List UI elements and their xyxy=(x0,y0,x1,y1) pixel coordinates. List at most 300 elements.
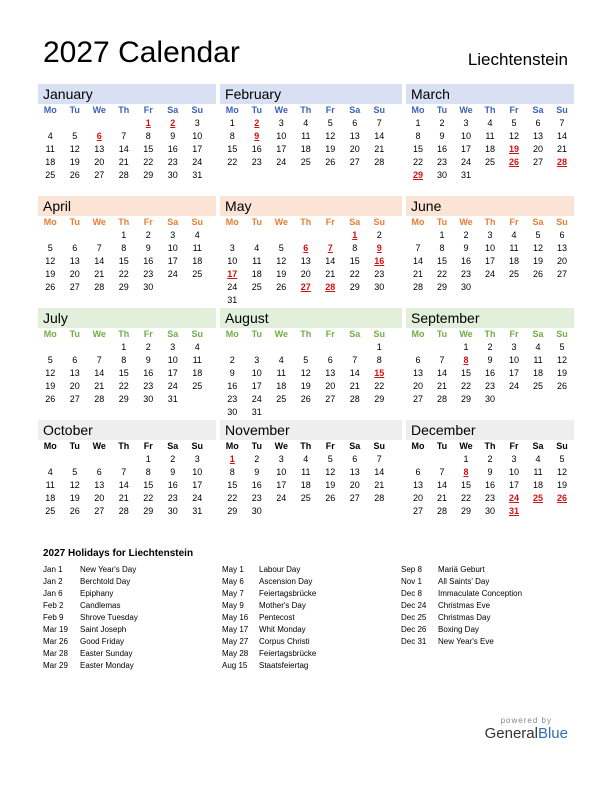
day-cell: 27 xyxy=(349,157,360,167)
holiday-date: May 7 xyxy=(222,589,244,598)
day-cell xyxy=(294,505,319,518)
day-cell: 5 xyxy=(72,467,78,477)
day-cell xyxy=(502,169,526,182)
day-cell: 1 xyxy=(121,230,127,240)
weekday-label: We xyxy=(274,329,288,339)
weekday-label: We xyxy=(92,105,106,115)
weekday-label: Th xyxy=(484,217,496,227)
weekday-label: Sa xyxy=(167,105,179,115)
day-cell: 8 xyxy=(352,243,358,253)
day-cell: 4 xyxy=(303,118,309,128)
day-cell xyxy=(502,393,526,406)
holiday-item xyxy=(401,564,522,576)
month-name: October xyxy=(38,420,216,440)
day-cell: 16 xyxy=(484,480,495,490)
day-cell: 25 xyxy=(300,157,311,167)
day-cell: 1 xyxy=(415,118,421,128)
weekday-header xyxy=(406,328,574,341)
day-cell: 13 xyxy=(300,256,311,266)
day-cell: 28 xyxy=(118,170,129,180)
day-cell: 11 xyxy=(276,368,286,378)
day-cell: 14 xyxy=(436,368,447,378)
day-cell xyxy=(38,453,63,466)
day-cell: 29 xyxy=(143,170,154,180)
day-cell: 16 xyxy=(436,144,447,154)
day-cell: 6 xyxy=(415,355,421,365)
day-cell: 16 xyxy=(251,144,262,154)
weekday-label: Mo xyxy=(411,441,425,451)
day-cell: 3 xyxy=(170,230,176,240)
day-cell: 17 xyxy=(167,256,178,266)
day-cell xyxy=(63,229,88,242)
day-cell: 5 xyxy=(47,355,53,365)
holiday-date: Dec 24 xyxy=(401,601,427,610)
holiday-name: Feiertagsbrücke xyxy=(259,649,317,658)
day-cell: 24 xyxy=(192,157,203,167)
day-cell: 8 xyxy=(145,467,151,477)
brand-logo[interactable] xyxy=(485,716,568,742)
weekday-label: Sa xyxy=(532,329,544,339)
day-cell: 4 xyxy=(194,342,200,352)
day-cell: 18 xyxy=(300,144,311,154)
day-cell xyxy=(478,169,502,182)
day-cell: 15 xyxy=(412,144,423,154)
day-cell: 23 xyxy=(251,493,262,503)
day-cell: 5 xyxy=(278,243,284,253)
week-row xyxy=(406,130,574,143)
day-cell: 27 xyxy=(94,170,105,180)
month-february xyxy=(216,84,402,196)
holiday-day: 27 xyxy=(300,282,311,292)
holiday-day: 1 xyxy=(229,454,235,464)
month-august xyxy=(216,308,402,420)
week-row xyxy=(220,255,402,268)
weekday-label: Su xyxy=(556,217,568,227)
day-cell xyxy=(269,294,294,307)
day-cell: 9 xyxy=(254,467,260,477)
weekday-label: Su xyxy=(373,217,386,227)
day-cell: 16 xyxy=(251,480,262,490)
day-cell: 24 xyxy=(508,381,519,391)
day-cell: 20 xyxy=(349,144,360,154)
month-april xyxy=(38,196,216,308)
day-cell: 13 xyxy=(556,243,567,253)
day-cell: 11 xyxy=(45,480,55,490)
day-cell xyxy=(38,117,63,130)
day-cell: 21 xyxy=(374,480,385,490)
holiday-name: Easter Monday xyxy=(80,661,134,670)
holiday-name: Whit Monday xyxy=(259,625,306,634)
day-cell: 15 xyxy=(460,368,471,378)
month-name: September xyxy=(406,308,574,328)
day-cell: 16 xyxy=(143,256,154,266)
weekday-label: We xyxy=(459,105,473,115)
holiday-day: 15 xyxy=(374,368,385,378)
day-cell xyxy=(406,453,430,466)
day-cell: 5 xyxy=(511,118,517,128)
day-cell: 30 xyxy=(143,282,154,292)
holiday-name: New Year's Day xyxy=(80,565,137,574)
weekday-label: Sa xyxy=(349,217,361,227)
weekday-label: Sa xyxy=(349,441,361,451)
weekday-label: Fr xyxy=(509,105,519,115)
day-cell xyxy=(430,341,454,354)
week-row xyxy=(38,492,216,505)
holiday-day: 7 xyxy=(327,243,333,253)
day-cell: 14 xyxy=(94,368,105,378)
day-cell xyxy=(367,294,392,307)
month-name: August xyxy=(220,308,402,328)
day-cell: 26 xyxy=(325,493,336,503)
day-cell xyxy=(245,341,270,354)
weekday-label: Th xyxy=(118,217,130,227)
day-cell xyxy=(245,229,270,242)
calendar-grid xyxy=(38,84,574,532)
weekday-label: Mo xyxy=(43,441,57,451)
day-cell: 21 xyxy=(436,381,447,391)
country-label: Liechtenstein xyxy=(467,50,568,69)
day-cell: 10 xyxy=(227,256,238,266)
holiday-date: Mar 19 xyxy=(43,625,68,634)
day-cell: 29 xyxy=(436,282,447,292)
day-cell: 15 xyxy=(460,480,471,490)
holiday-name: Immaculate Conception xyxy=(438,589,523,598)
day-cell: 2 xyxy=(439,118,445,128)
weekday-label: Su xyxy=(191,217,203,227)
day-cell: 2 xyxy=(145,342,151,352)
day-cell: 28 xyxy=(349,394,360,404)
day-cell: 21 xyxy=(325,269,336,279)
week-row xyxy=(220,466,402,479)
day-cell xyxy=(294,341,319,354)
weekday-label: Th xyxy=(484,329,496,339)
day-cell xyxy=(87,229,112,242)
day-cell xyxy=(185,393,210,406)
day-cell: 19 xyxy=(45,269,56,279)
holiday-name: Christmas Eve xyxy=(438,601,491,610)
day-cell: 28 xyxy=(412,282,423,292)
day-cell xyxy=(63,453,88,466)
weekday-label: We xyxy=(274,105,288,115)
day-cell: 30 xyxy=(167,506,178,516)
weekday-label: Mo xyxy=(43,329,57,339)
day-cell: 11 xyxy=(533,467,543,477)
weekday-label: Sa xyxy=(167,441,179,451)
week-row xyxy=(38,367,216,380)
holiday-item xyxy=(222,660,316,672)
day-cell: 2 xyxy=(145,230,151,240)
holiday-date: Feb 9 xyxy=(43,613,64,622)
day-cell: 1 xyxy=(229,118,235,128)
holiday-day: 2 xyxy=(170,118,176,128)
day-cell: 13 xyxy=(412,480,423,490)
weekday-label: We xyxy=(459,217,473,227)
day-cell: 2 xyxy=(376,230,382,240)
day-cell: 24 xyxy=(192,493,203,503)
day-cell: 14 xyxy=(118,144,129,154)
day-cell: 25 xyxy=(276,394,287,404)
weekday-label: Mo xyxy=(411,329,425,339)
week-row xyxy=(38,169,216,182)
weekday-label: Tu xyxy=(436,329,448,339)
day-cell: 30 xyxy=(251,506,262,516)
brand-blue: Blue xyxy=(537,725,568,742)
week-row xyxy=(406,354,574,367)
day-cell: 2 xyxy=(487,454,493,464)
day-cell: 10 xyxy=(276,467,287,477)
holiday-date: Aug 15 xyxy=(222,661,248,670)
day-cell: 14 xyxy=(325,256,336,266)
day-cell: 25 xyxy=(484,157,495,167)
week-row xyxy=(406,255,574,268)
day-cell: 17 xyxy=(276,480,287,490)
holiday-date: Jan 6 xyxy=(43,589,63,598)
day-cell: 3 xyxy=(229,243,235,253)
day-cell: 26 xyxy=(69,170,80,180)
week-row xyxy=(38,242,216,255)
day-cell: 9 xyxy=(463,243,469,253)
day-cell: 11 xyxy=(192,243,202,253)
day-cell: 15 xyxy=(349,256,360,266)
day-cell xyxy=(550,169,574,182)
day-cell: 17 xyxy=(484,256,495,266)
day-cell: 10 xyxy=(192,131,203,141)
day-cell: 8 xyxy=(121,355,127,365)
day-cell: 13 xyxy=(69,256,80,266)
weekday-label: Tu xyxy=(436,217,448,227)
day-cell xyxy=(87,117,112,130)
day-cell: 4 xyxy=(535,342,541,352)
day-cell: 22 xyxy=(460,493,471,503)
month-name: February xyxy=(220,84,402,104)
day-cell: 30 xyxy=(460,282,471,292)
day-cell: 7 xyxy=(121,467,127,477)
day-cell: 16 xyxy=(143,368,154,378)
holiday-day: 1 xyxy=(352,230,358,240)
day-cell: 9 xyxy=(145,355,151,365)
day-cell: 5 xyxy=(47,243,53,253)
brand-general: General xyxy=(484,725,538,742)
holiday-item xyxy=(43,588,138,600)
day-cell: 20 xyxy=(532,144,543,154)
week-row xyxy=(220,406,402,419)
day-cell: 28 xyxy=(94,394,105,404)
month-name: November xyxy=(220,420,402,440)
day-cell: 23 xyxy=(484,381,495,391)
day-cell: 18 xyxy=(192,368,203,378)
day-cell: 19 xyxy=(276,269,287,279)
day-cell: 7 xyxy=(352,355,358,365)
holiday-item xyxy=(43,660,138,672)
holiday-name: Boxing Day xyxy=(438,625,479,634)
day-cell xyxy=(406,229,430,242)
day-cell: 31 xyxy=(227,295,238,305)
weekday-label: Su xyxy=(556,441,568,451)
day-cell: 11 xyxy=(485,131,495,141)
weekday-label: Su xyxy=(556,105,568,115)
day-cell: 11 xyxy=(192,355,202,365)
day-cell: 31 xyxy=(192,506,203,516)
day-cell: 18 xyxy=(45,493,56,503)
holiday-day: 9 xyxy=(376,243,382,253)
holiday-item xyxy=(43,600,138,612)
weekday-label: We xyxy=(274,441,288,451)
holiday-day: 28 xyxy=(556,157,567,167)
holiday-day: 31 xyxy=(508,506,519,516)
day-cell: 29 xyxy=(118,282,129,292)
holiday-item xyxy=(401,576,522,588)
day-cell: 13 xyxy=(349,131,360,141)
weekday-label: We xyxy=(459,441,473,451)
day-cell: 3 xyxy=(170,342,176,352)
week-row xyxy=(38,393,216,406)
day-cell: 28 xyxy=(118,506,129,516)
day-cell: 12 xyxy=(45,256,56,266)
day-cell: 24 xyxy=(460,157,471,167)
day-cell xyxy=(87,341,112,354)
holiday-item xyxy=(43,648,138,660)
day-cell: 22 xyxy=(436,269,447,279)
day-cell xyxy=(269,229,294,242)
weekday-label: Mo xyxy=(43,105,57,115)
day-cell: 11 xyxy=(301,467,311,477)
day-cell: 18 xyxy=(532,368,543,378)
day-cell: 27 xyxy=(325,394,336,404)
week-row xyxy=(220,341,402,354)
day-cell: 14 xyxy=(412,256,423,266)
month-june xyxy=(402,196,574,308)
weekday-label: Fr xyxy=(143,441,153,451)
day-cell: 23 xyxy=(143,381,154,391)
day-cell: 7 xyxy=(96,243,102,253)
day-cell: 16 xyxy=(167,144,178,154)
day-cell: 15 xyxy=(143,480,154,490)
week-row xyxy=(220,281,402,294)
day-cell: 25 xyxy=(45,506,56,516)
day-cell: 20 xyxy=(412,381,423,391)
day-cell: 22 xyxy=(227,157,238,167)
day-cell: 20 xyxy=(69,269,80,279)
holiday-day: 29 xyxy=(412,170,423,180)
day-cell: 28 xyxy=(436,506,447,516)
holiday-day: 24 xyxy=(508,493,519,503)
weekday-label: Th xyxy=(484,441,496,451)
day-cell xyxy=(526,505,550,518)
holiday-day: 26 xyxy=(508,157,519,167)
weekday-header xyxy=(406,104,574,117)
day-cell xyxy=(343,406,368,419)
weekday-header xyxy=(220,328,402,341)
day-cell: 20 xyxy=(349,480,360,490)
day-cell: 3 xyxy=(511,454,517,464)
day-cell: 7 xyxy=(559,118,565,128)
weekday-label: Tu xyxy=(251,217,262,227)
day-cell xyxy=(87,453,112,466)
day-cell: 17 xyxy=(460,144,471,154)
week-row xyxy=(38,156,216,169)
weekday-label: Fr xyxy=(325,329,335,339)
day-cell: 1 xyxy=(145,454,151,464)
month-july xyxy=(38,308,216,420)
day-cell: 20 xyxy=(412,493,423,503)
day-cell: 10 xyxy=(484,243,495,253)
holiday-column xyxy=(43,564,138,672)
day-cell: 8 xyxy=(229,467,235,477)
day-cell: 22 xyxy=(143,157,154,167)
holiday-item xyxy=(401,636,522,648)
day-cell: 19 xyxy=(45,381,56,391)
weekday-label: Mo xyxy=(225,105,239,115)
day-cell: 18 xyxy=(508,256,519,266)
day-cell: 18 xyxy=(532,480,543,490)
week-row xyxy=(406,380,574,393)
day-cell xyxy=(294,229,319,242)
day-cell: 19 xyxy=(556,480,567,490)
day-cell: 8 xyxy=(121,243,127,253)
day-cell: 28 xyxy=(374,493,385,503)
day-cell xyxy=(478,281,502,294)
day-cell: 30 xyxy=(436,170,447,180)
day-cell: 19 xyxy=(325,144,336,154)
weekday-label: Tu xyxy=(69,217,80,227)
day-cell: 10 xyxy=(460,131,471,141)
holiday-date: Jan 1 xyxy=(43,565,63,574)
day-cell: 18 xyxy=(300,480,311,490)
day-cell: 3 xyxy=(194,454,200,464)
day-cell xyxy=(318,294,343,307)
month-name: June xyxy=(406,196,574,216)
day-cell: 5 xyxy=(327,118,333,128)
holiday-date: Mar 26 xyxy=(43,637,68,646)
weekday-label: Fr xyxy=(509,217,519,227)
week-row xyxy=(406,281,574,294)
week-row xyxy=(38,453,216,466)
holiday-name: Good Friday xyxy=(80,637,125,646)
day-cell: 23 xyxy=(484,493,495,503)
day-cell: 9 xyxy=(439,131,445,141)
week-row xyxy=(406,143,574,156)
day-cell: 20 xyxy=(94,493,105,503)
day-cell xyxy=(63,341,88,354)
day-cell: 23 xyxy=(436,157,447,167)
week-row xyxy=(38,268,216,281)
day-cell: 31 xyxy=(167,394,178,404)
weekday-label: Tu xyxy=(436,441,448,451)
weekday-label: Fr xyxy=(325,217,335,227)
day-cell: 16 xyxy=(227,381,238,391)
week-row xyxy=(220,130,402,143)
day-cell: 4 xyxy=(194,230,200,240)
day-cell: 29 xyxy=(460,506,471,516)
day-cell: 13 xyxy=(349,467,360,477)
day-cell: 15 xyxy=(436,256,447,266)
day-cell: 29 xyxy=(227,506,238,516)
day-cell: 16 xyxy=(460,256,471,266)
day-cell: 19 xyxy=(532,256,543,266)
weekday-label: Fr xyxy=(325,105,335,115)
weekday-label: Th xyxy=(484,105,496,115)
day-cell: 23 xyxy=(167,493,178,503)
day-cell xyxy=(220,229,245,242)
day-cell: 18 xyxy=(192,256,203,266)
week-row xyxy=(38,130,216,143)
day-cell: 15 xyxy=(143,144,154,154)
weekday-label: Mo xyxy=(411,105,425,115)
day-cell: 4 xyxy=(535,454,541,464)
weekday-label: Th xyxy=(300,105,312,115)
holiday-day: 25 xyxy=(532,493,543,503)
holiday-item xyxy=(401,624,522,636)
